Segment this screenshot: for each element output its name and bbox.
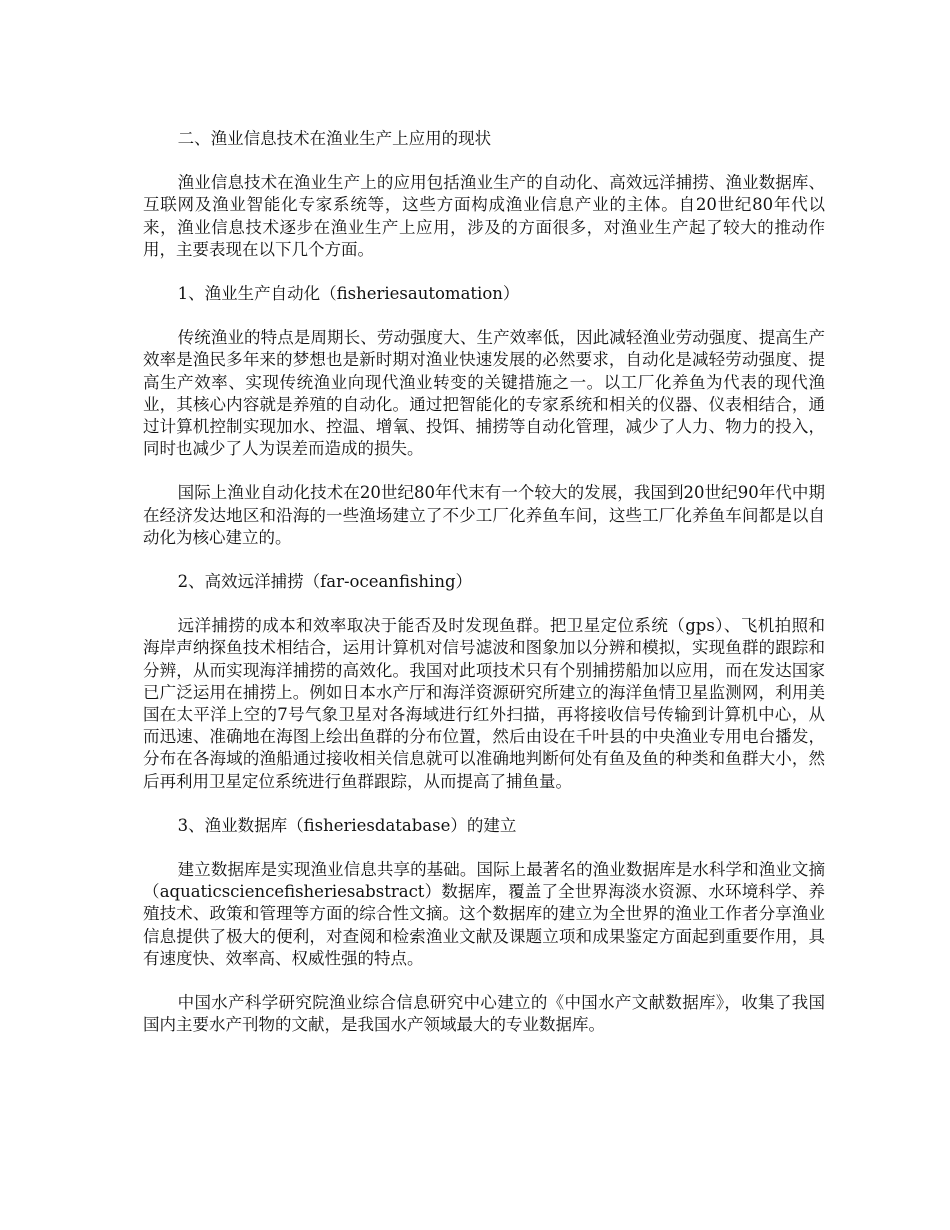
intro-paragraph: 渔业信息技术在渔业生产上的应用包括渔业生产的自动化、高效远洋捕捞、渔业数据库、互联网及渔业智能化专家系统等，这些方面构成渔业信息产业的主体。自20世纪80年代以来，渔业信息技术逐步在渔业生产上应用，涉及的方面很多，对渔业生产起了较大的推动作用，主要表现在以下几个方面。 <box>143 173 825 259</box>
subsection-2-title: 2、高效远洋捕捞（far-oceanfishing） <box>177 572 473 592</box>
subsection-1-paragraph-1: 传统渔业的特点是周期长、劳动强度大、生产效率低，因此减轻渔业劳动强度、提高生产效率是渔民多年来的梦想也是新时期对渔业快速发展的必然要求，自动化是减轻劳动强度、提高生产效率、实现传统渔业向现代渔业转变的关键措施之一。以工厂化养鱼为代表的现代渔业，其核心内容就是养殖的自动化。通过把智能化的专家系统和相关的仪器、仪表相结合，通过计算机控制实现加水、控温、增氧、投饵、捕捞等自动化管理，减少了人力、物力的投入，同时也减少了人为误差而造成的损失。 <box>143 328 825 459</box>
subsection-3-paragraph-1: 建立数据库是实现渔业信息共享的基础。国际上最著名的渔业数据库是水科学和渔业文摘（aquaticsciencefisheriesabstract）数据库，覆盖了全世界海淡水资源、水环境科学、养殖技术、政策和管理等方面的综合性文摘。这个数据库的建立为全世界的渔业工作者分享渔业信息提供了极大的便利，对查阅和检索渔业文献及课题立项和成果鉴定方面起到重要作用，具有速度快、效率高、权威性强的特点。 <box>143 860 825 968</box>
subsection-1-paragraph-2: 国际上渔业自动化技术在20世纪80年代末有一个较大的发展，我国到20世纪90年代中期在经济发达地区和沿海的一些渔场建立了不少工厂化养鱼车间，这些工厂化养鱼车间都是以自动化为核心建立的。 <box>143 483 825 547</box>
section-title: 二、渔业信息技术在渔业生产上应用的现状 <box>177 129 492 148</box>
subsection-2-paragraph-1: 远洋捕捞的成本和效率取决于能否及时发现鱼群。把卫星定位系统（gps）、飞机拍照和海岸声纳探鱼技术相结合，运用计算机对信号滤波和图象加以分辨和模拟，实现鱼群的跟踪和分辨，从而实现海洋捕捞的高效化。我国对此项技术只有个别捕捞船加以应用，而在发达国家已广泛运用在捕捞上。例如日本水产厅和海洋资源研究所建立的海洋鱼情卫星监测网，利用美国在太平洋上空的7号气象卫星对各海域进行红外扫描，再将接收信号传输到计算机中心，从而迅速、准确地在海图上绘出鱼群的分布位置，然后由设在千叶县的中央渔业专用电台播发，分布在各海域的渔船通过接收相关信息就可以准确地判断何处有鱼及鱼的种类和鱼群大小，然后再利用卫星定位系统进行鱼群跟踪，从而提高了捕鱼量。 <box>143 616 825 791</box>
subsection-3-title: 3、渔业数据库（fisheriesdatabase）的建立 <box>177 815 517 835</box>
document-page <box>143 128 825 1037</box>
subsection-3-paragraph-2: 中国水产科学研究院渔业综合信息研究中心建立的《中国水产文献数据库》，收集了我国国内主要水产刊物的文献，是我国水产领域最大的专业数据库。 <box>143 993 825 1035</box>
subsection-1-title: 1、渔业生产自动化（fisheriesautomation） <box>177 284 520 304</box>
